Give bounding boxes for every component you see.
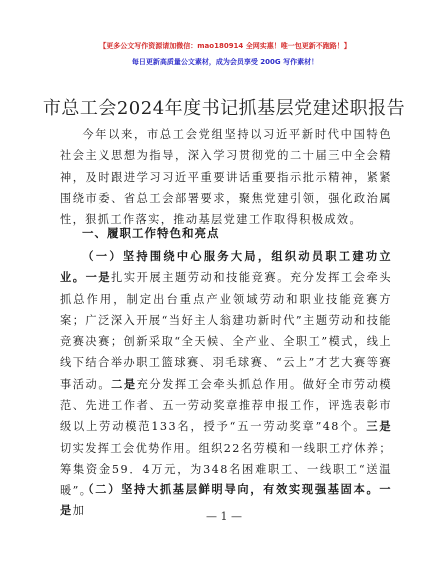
- section-heading-1: 一、履职工作特色和亮点: [82, 226, 220, 240]
- item-2-text-1: 加: [72, 504, 86, 518]
- item-1-lead: （一）坚持围绕中心服务大局，组织动员职工建功立业。: [60, 249, 392, 285]
- intro-paragraph: 今年以来，市总工会党组坚持以习近平新时代中国特色社会主义思想为指导，深入学习贯彻党的二十届三中全会精神，及时跟进学习习近平重要讲话重要指示批示精神，紧紧围绕市委、省总工会部署要求，聚焦党建引领，强化政治属性，狠抓工作落实，推动基层党建工作取得积极成效。: [60, 128, 392, 227]
- document-title: 市总工会2024年度书记抓基层党建述职报告: [42, 98, 406, 119]
- item-1-text-1: 扎实开展主题劳动和技能竞赛。充分发挥工会牵头抓总作用，制定出台重点产业领域劳动和职业技能竞赛方案；广泛深入开展“当好主人翁建功新时代”主题劳动和技能竞赛决赛；创新采取“全天候、全产业、全职工”模式，线上线下结合举办职工篮球赛、羽毛球赛、“云上”才艺大赛等赛事活动。: [60, 271, 392, 391]
- promo-banner-line-2: 每日更新高质量公文素材，成为会员享受 200G 写作素材！: [131, 58, 319, 66]
- item-2-lead: （二）坚持大抓基层鲜明导向，有效实现强基固本。: [82, 482, 380, 496]
- item-2-marker-1: 一是: [60, 482, 392, 518]
- item-1-text-3: 切实发挥工会优势作用。组织22名劳模和一线职工疗休养；筹集资金59．4万元，为348名困难职工、一线职工“送温暖”。: [60, 441, 392, 498]
- item-1-marker-1: 一是: [85, 270, 112, 285]
- item-1-text-2: 充分发挥工会牵头抓总作用。做好全市劳动模范、先进工作者、五一劳动奖章推荐申报工作，评选表彰市级以上劳动模范133名，授予“五一劳动奖章”48个。: [60, 377, 392, 434]
- page-number: — 1 —: [206, 510, 242, 523]
- item-1-marker-3: 三是: [366, 419, 392, 434]
- item-1-marker-2: 二是: [111, 376, 137, 391]
- item-1-paragraph: [60, 246, 392, 502]
- promo-banner-line-1: 【更多公文写作资源请加微信：mao180914 全网实惠！唯一包更新不跑路！】: [99, 42, 351, 50]
